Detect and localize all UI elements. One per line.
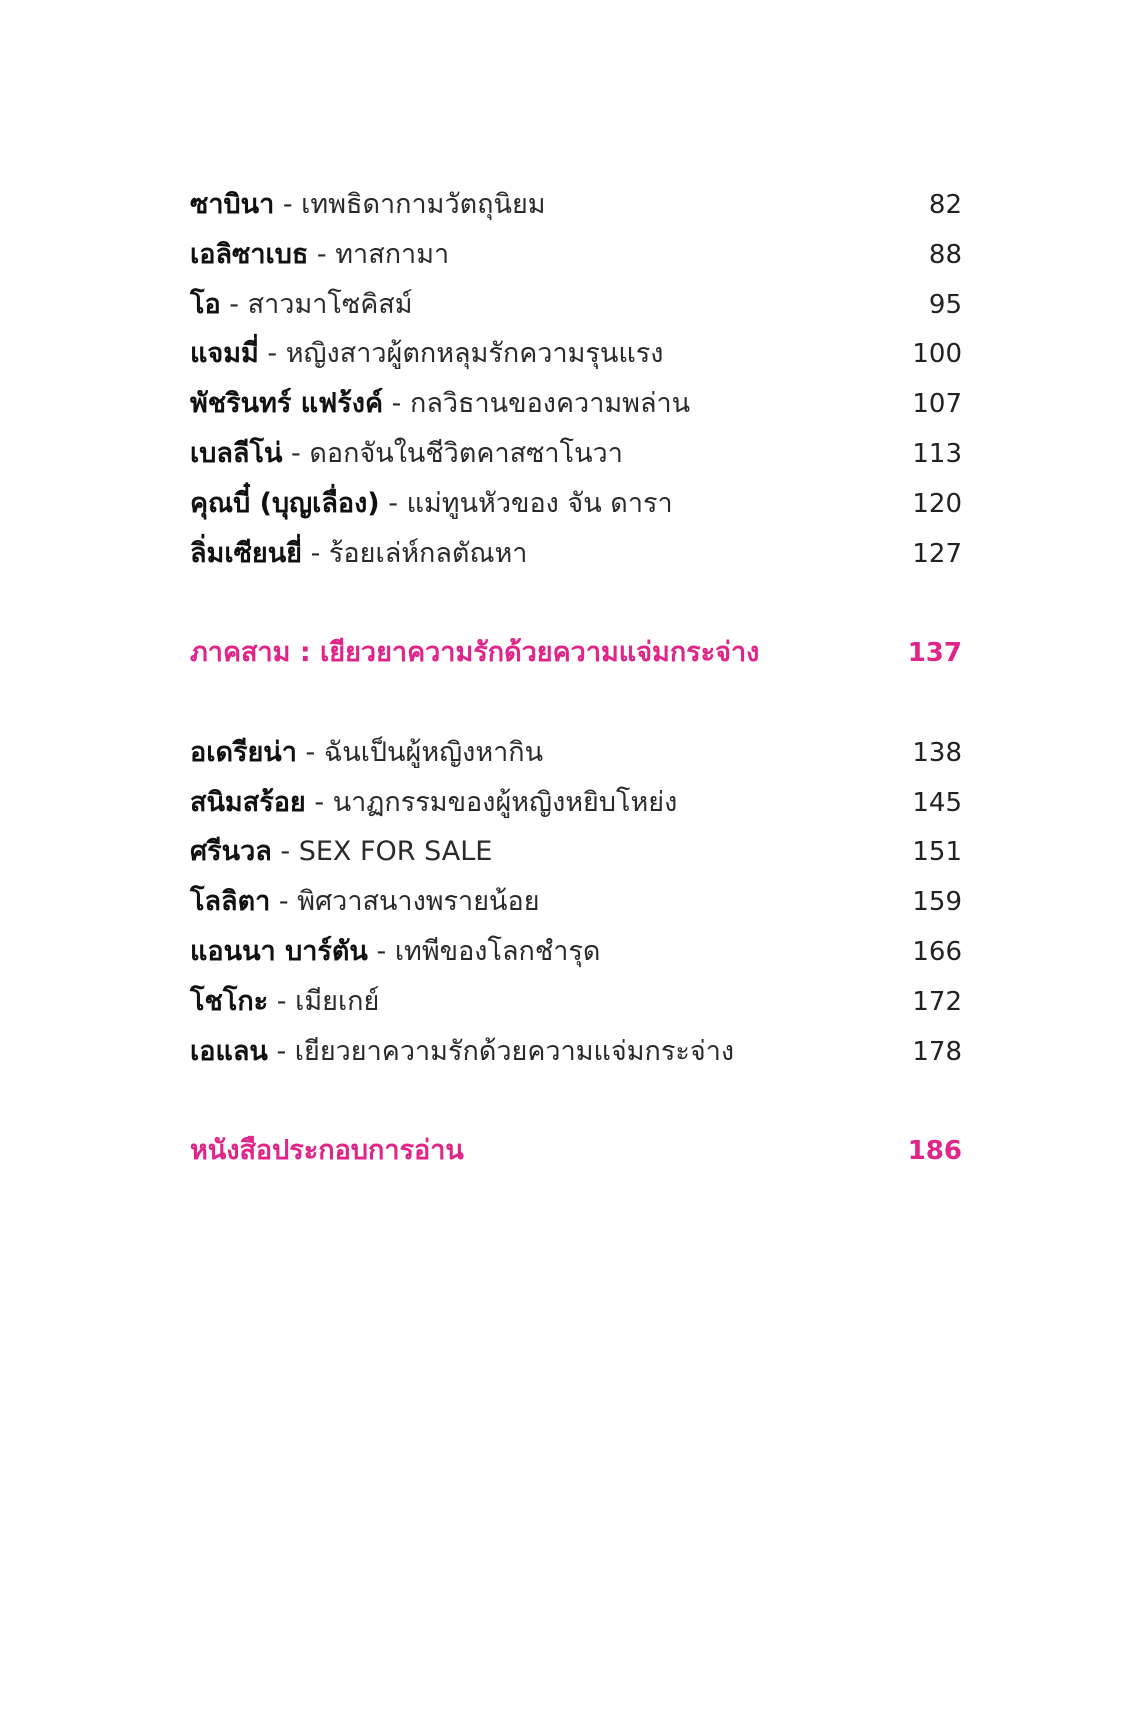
toc-entry <box>190 778 962 828</box>
entry-separator: - <box>274 189 302 220</box>
entry-name: เอแลน <box>190 1035 268 1067</box>
entry-page-number: 151 <box>912 837 962 868</box>
entry-page-number: 172 <box>912 986 962 1017</box>
toc-entry <box>190 230 962 280</box>
toc-entry <box>190 1027 962 1077</box>
entry-subtitle: นาฏกรรมของผู้หญิงหยิบโหย่ง <box>332 786 678 818</box>
entry-page-number: 88 <box>928 239 962 270</box>
entry-page-number: 107 <box>912 389 962 420</box>
entry-name: เอลิซาเบธ <box>190 238 309 270</box>
toc-entry <box>190 180 962 230</box>
toc-entry <box>190 827 962 877</box>
table-of-contents <box>190 180 962 1176</box>
entry-page-number: 138 <box>912 737 962 768</box>
entry-page-number: 127 <box>912 538 962 569</box>
entry-subtitle: SEX FOR SALE <box>298 836 493 868</box>
entry-subtitle: กลวิธานของความพล่าน <box>409 388 691 420</box>
entry-separator: - <box>383 388 410 420</box>
entry-separator: - <box>268 985 296 1017</box>
section-gap <box>190 1076 962 1126</box>
toc-entry <box>190 329 962 379</box>
toc-entry <box>190 728 962 778</box>
entry-separator: - <box>270 886 298 918</box>
entry-subtitle: หญิงสาวผู้ตกหลุมรักความรุนแรง <box>285 338 664 370</box>
entry-separator: - <box>271 836 299 868</box>
toc-entry <box>190 977 962 1027</box>
bibliography-heading <box>190 1126 962 1176</box>
entry-separator: - <box>267 1035 295 1067</box>
entry-separator: - <box>282 437 310 469</box>
entry-page-number: 95 <box>928 289 962 320</box>
entry-subtitle: เทพธิดากามวัตถุนิยม <box>301 189 546 220</box>
entry-subtitle: ฉันเป็นผู้หญิงหากิน <box>323 736 544 768</box>
entry-name: แอนนา บาร์ตัน <box>190 935 368 967</box>
entry-separator: - <box>258 338 286 370</box>
entry-separator: - <box>220 288 248 320</box>
entry-name: ลิ่มเซียนยี่ <box>190 537 302 569</box>
toc-entry <box>190 429 962 479</box>
toc-entry <box>190 479 962 529</box>
section-gap <box>190 678 962 728</box>
entry-separator: - <box>302 537 329 569</box>
entry-name: สนิมสร้อย <box>190 786 306 818</box>
entry-separator: - <box>305 786 333 818</box>
entry-name: ซาบินา <box>190 189 275 220</box>
toc-entry <box>190 927 962 977</box>
entry-page-number: 100 <box>912 339 962 370</box>
toc-entry <box>190 877 962 927</box>
entry-name: เบลลีโน่ <box>190 437 283 469</box>
toc-entry <box>190 379 962 429</box>
section-gap <box>190 578 962 628</box>
entry-subtitle: เทพีของโลกชำรุด <box>394 935 601 967</box>
entry-name: คุณบี๋ (บุญเลื่อง) <box>190 487 380 519</box>
entry-name: แจมมี่ <box>190 338 259 370</box>
section-title: ภาคสาม : เยียวยาความรักด้วยความแจ่มกระจ่าง <box>190 637 760 669</box>
entry-page-number: 159 <box>912 887 962 918</box>
entry-subtitle: แม่ทูนหัวของ จัน ดารา <box>406 487 673 519</box>
entry-separator: - <box>296 736 324 768</box>
entry-page-number: 145 <box>912 787 962 818</box>
entry-subtitle: พิศวาสนางพรายน้อย <box>297 886 540 918</box>
entry-subtitle: ดอกจันในชีวิตคาสซาโนวา <box>309 437 623 469</box>
entry-name: โลลิตา <box>190 886 271 918</box>
entry-page-number: 178 <box>912 1036 962 1067</box>
entry-name: โชโกะ <box>190 985 269 1017</box>
entry-name: พัชรินทร์ แฟร้งค์ <box>190 388 384 420</box>
entry-name: ศรีนวล <box>190 836 272 868</box>
entry-page-number: 166 <box>912 936 962 967</box>
section-page-number: 137 <box>907 638 962 669</box>
bibliography-page-number: 186 <box>907 1136 962 1167</box>
entry-subtitle: สาวมาโซคิสม์ <box>247 288 413 320</box>
entry-separator: - <box>308 238 336 270</box>
entry-separator: - <box>379 487 407 519</box>
entry-subtitle: เยียวยาความรักด้วยความแจ่มกระจ่าง <box>294 1035 735 1067</box>
bibliography-title: หนังสือประกอบการอ่าน <box>190 1135 464 1167</box>
entry-subtitle: เมียเกย์ <box>295 985 380 1017</box>
entry-subtitle: ร้อยเล่ห์กลตัณหา <box>328 537 528 569</box>
entry-page-number: 120 <box>912 488 962 519</box>
section-heading <box>190 628 962 678</box>
toc-entry <box>190 280 962 330</box>
entry-name: โอ <box>190 288 221 320</box>
entry-page-number: 82 <box>928 190 962 220</box>
entry-page-number: 113 <box>912 438 962 469</box>
entry-name: อเดรียน่า <box>190 736 297 768</box>
entry-separator: - <box>367 935 395 967</box>
entry-subtitle: ทาสกามา <box>335 238 450 270</box>
toc-entry <box>190 529 962 579</box>
